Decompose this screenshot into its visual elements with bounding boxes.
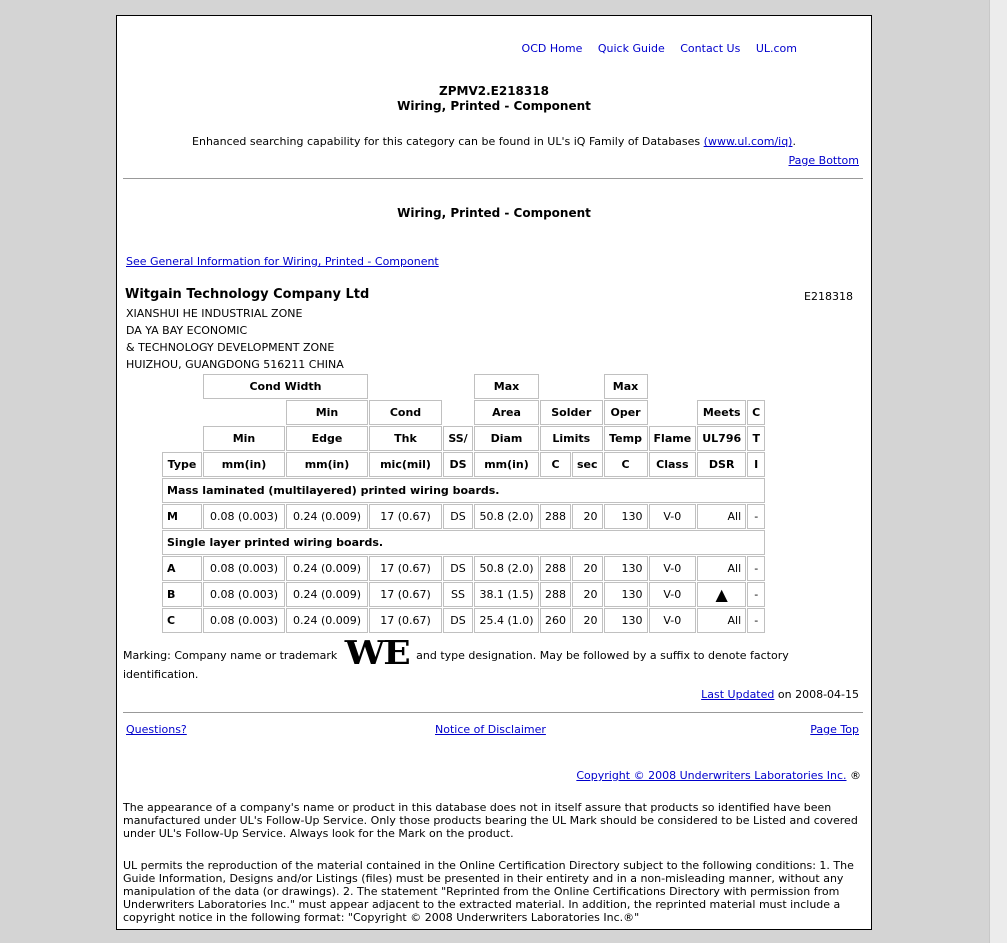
cell: A [162, 556, 202, 581]
product-table [161, 373, 766, 634]
cell: All [697, 556, 746, 581]
cell: 50.8 (2.0) [474, 556, 539, 581]
col-header: DS [443, 452, 473, 477]
page-bottom-link[interactable]: Page Bottom [788, 154, 859, 167]
cell: 20 [572, 608, 603, 633]
cell: 0.24 (0.009) [286, 504, 368, 529]
section-row [162, 530, 765, 555]
col-header: Cond Width [203, 374, 368, 399]
disclaimer-link[interactable]: Notice of Disclaimer [435, 723, 546, 736]
cell: V-0 [649, 608, 697, 633]
document-page [116, 15, 872, 930]
cell: 288 [540, 556, 571, 581]
cell: 50.8 (2.0) [474, 504, 539, 529]
cell: 17 (0.67) [369, 582, 442, 607]
cell: DS [443, 556, 473, 581]
cell: DS [443, 504, 473, 529]
header-row [162, 400, 765, 425]
col-header: Min [203, 426, 285, 451]
file-number: E218318 [804, 290, 853, 303]
cell: 130 [604, 582, 648, 607]
section-label: Mass laminated (multilayered) printed wiring boards. [162, 478, 765, 503]
cell: V-0 [649, 504, 697, 529]
cell: SS [443, 582, 473, 607]
mark-disclaimer-paragraph: The appearance of a company's name or product in this database does not in itself assure that products so identified have been manufactured under UL's Follow-Up Service. Only those products bearing the UL Mark should be considered to be Listed and covered under UL's Follow-Up Service. Always look for the Mark on the product. [123, 801, 858, 840]
col-header: Class [649, 452, 697, 477]
col-header: T [747, 426, 765, 451]
cell: V-0 [649, 556, 697, 581]
address-line: HUIZHOU, GUANGDONG 516211 CHINA [126, 358, 344, 371]
col-header: Edge [286, 426, 368, 451]
cell: 38.1 (1.5) [474, 582, 539, 607]
cell: 20 [572, 556, 603, 581]
cell: 0.08 (0.003) [203, 582, 285, 607]
cell: 25.4 (1.0) [474, 608, 539, 633]
we-trademark-logo: WE [344, 634, 409, 672]
col-header: Oper [604, 400, 648, 425]
cell: 20 [572, 504, 603, 529]
cell: - [747, 582, 765, 607]
company-name: Witgain Technology Company Ltd [125, 287, 370, 302]
marking-suffix: and type designation. May be followed by a suffix to denote factory [416, 649, 789, 662]
col-header: Cond [369, 400, 442, 425]
cell: 0.24 (0.009) [286, 608, 368, 633]
cell: All [697, 504, 746, 529]
col-header: mic(mil) [369, 452, 442, 477]
company-address [126, 305, 344, 373]
nav-contact-us-link[interactable]: Contact Us [680, 42, 741, 55]
col-header: C [540, 452, 571, 477]
copyright-line [576, 769, 861, 782]
table-row [162, 582, 765, 607]
marking-note [123, 634, 863, 681]
cell: 130 [604, 608, 648, 633]
col-header: Min [286, 400, 368, 425]
col-header: DSR [697, 452, 746, 477]
col-header: UL796 [697, 426, 746, 451]
col-header: Thk [369, 426, 442, 451]
iq-database-link[interactable]: (www.ul.com/iq) [703, 135, 793, 148]
cell: DS [443, 608, 473, 633]
cell: 0.08 (0.003) [203, 608, 285, 633]
cell: M [162, 504, 202, 529]
header-row [162, 426, 765, 451]
cell: 17 (0.67) [369, 556, 442, 581]
cell: - [747, 556, 765, 581]
cell: C [162, 608, 202, 633]
last-updated [701, 688, 859, 701]
col-header: Area [474, 400, 539, 425]
cell: 0.24 (0.009) [286, 582, 368, 607]
last-updated-link[interactable]: Last Updated [701, 688, 775, 701]
col-header: Limits [540, 426, 603, 451]
divider [123, 178, 863, 180]
registered-mark: ® [850, 769, 861, 782]
section-row [162, 478, 765, 503]
cell: 20 [572, 582, 603, 607]
col-header: Temp [604, 426, 648, 451]
address-line: XIANSHUI HE INDUSTRIAL ZONE [126, 307, 303, 320]
cell: - [747, 504, 765, 529]
cell: 0.24 (0.009) [286, 556, 368, 581]
cell: 130 [604, 556, 648, 581]
marking-prefix: Marking: Company name or trademark [123, 649, 338, 662]
cell: 288 [540, 504, 571, 529]
questions-link[interactable]: Questions? [126, 723, 187, 736]
cell: All [697, 608, 746, 633]
cell: 17 (0.67) [369, 608, 442, 633]
table-row [162, 504, 765, 529]
nav-ul-com-link[interactable]: UL.com [755, 42, 797, 55]
col-header: SS/ [443, 426, 473, 451]
copyright-link[interactable]: Copyright © 2008 Underwriters Laboratories Inc. [576, 769, 847, 782]
section-title: Wiring, Printed - Component [397, 206, 591, 220]
general-info-link[interactable]: See General Information for Wiring, Printed - Component [126, 255, 439, 268]
col-header: Max [474, 374, 539, 399]
col-header: mm(in) [203, 452, 285, 477]
cell: 17 (0.67) [369, 504, 442, 529]
cell: 0.08 (0.003) [203, 556, 285, 581]
top-nav [510, 42, 797, 55]
header-row [162, 452, 765, 477]
vertical-scrollbar[interactable] [989, 0, 1007, 943]
last-updated-date: on 2008-04-15 [777, 688, 859, 701]
col-header: Solder [540, 400, 603, 425]
enhanced-search-text: Enhanced searching capability for this category can be found in UL's iQ Family of Databases [192, 135, 701, 148]
nav-quick-guide-link[interactable]: Quick Guide [597, 42, 665, 55]
triangle-icon: ▲ [697, 582, 746, 607]
cell: 260 [540, 608, 571, 633]
cell: V-0 [649, 582, 697, 607]
address-line: & TECHNOLOGY DEVELOPMENT ZONE [126, 341, 335, 354]
cell: 288 [540, 582, 571, 607]
col-header: C [604, 452, 648, 477]
col-header: mm(in) [286, 452, 368, 477]
col-header: I [747, 452, 765, 477]
address-line: DA YA BAY ECONOMIC [126, 324, 248, 337]
table-row [162, 608, 765, 633]
col-header: Max [604, 374, 648, 399]
divider [123, 712, 863, 714]
nav-ocd-home-link[interactable]: OCD Home [521, 42, 583, 55]
enhanced-search-note: Enhanced searching capability for this category can be found in UL's iQ Family of Databases (www.ul.com/iq). [192, 135, 796, 148]
category-code: ZPMV2.E218318 [439, 84, 549, 98]
cell: - [747, 608, 765, 633]
col-header: Diam [474, 426, 539, 451]
marking-line2: identification. [123, 668, 199, 681]
col-header: mm(in) [474, 452, 539, 477]
section-label: Single layer printed wiring boards. [162, 530, 765, 555]
col-header: Flame [649, 426, 697, 451]
reproduction-terms-paragraph: UL permits the reproduction of the material contained in the Online Certification Directory subject to the following conditions: 1. The Guide Information, Designs and/or Listings (files) must be presented in their entirety and in a non-misleading manner, without any manipulation of the data (or drawings). 2. The statement "Reprinted from the Online Certifications Directory with permission from Underwriters Laboratories Inc." must appear adjacent to the extracted material. In addition, the reprinted material must include a copyright notice in the following format: "Copyright © 2008 Underwriters Laboratories Inc.®" [123, 859, 854, 924]
col-header: Meets [697, 400, 746, 425]
cell: 130 [604, 504, 648, 529]
header-row [162, 374, 765, 399]
cell: 0.08 (0.003) [203, 504, 285, 529]
page-top-link[interactable]: Page Top [810, 723, 859, 736]
col-header: C [747, 400, 765, 425]
page-title: Wiring, Printed - Component [397, 99, 591, 113]
col-header: Type [162, 452, 202, 477]
table-row [162, 556, 765, 581]
cell: B [162, 582, 202, 607]
col-header: sec [572, 452, 603, 477]
